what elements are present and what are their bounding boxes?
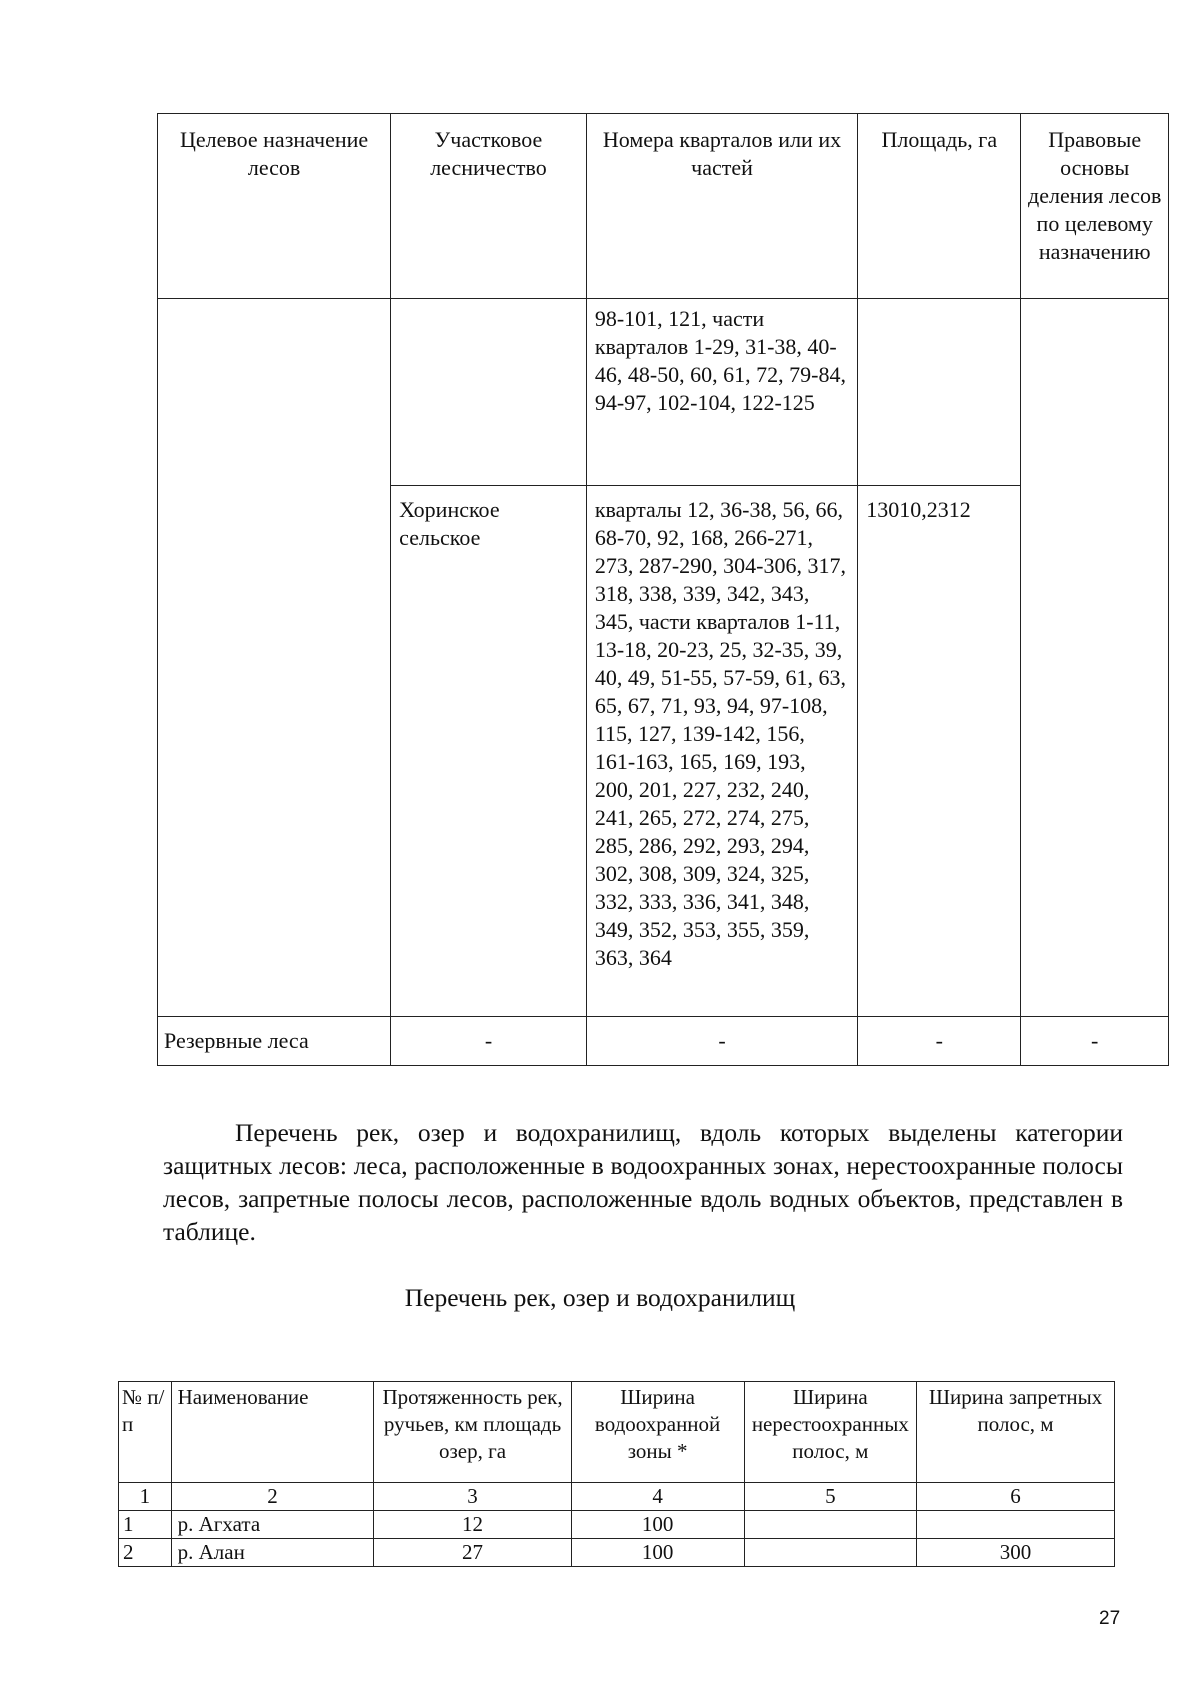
cell-area: 13010,2312 bbox=[858, 486, 1021, 1017]
cell-quarters: - bbox=[586, 1017, 857, 1066]
cell-quarters: кварталы 12, 36-38, 56, 66, 68-70, 92, 168, 266-271, 273, 287-290, 304-306, 317, 318, 338, 339, 342, 343, 345, части кварталов 1-11, 13-18, 20-23, 25, 32-35, 39, 40, 49, 51-55, 57-59, 61, 63, 65, 67, 71, 93, 94, 97-108, 115, 127, 139-142, 156, 161-163, 165, 169, 193, 200, 201, 227, 232, 240, 241, 265, 272, 274, 275, 285, 286, 292, 293, 294, 302, 308, 309, 324, 325, 332, 333, 336, 341, 348, 349, 352, 353, 355, 359, 363, 364 bbox=[586, 486, 857, 1017]
table-row bbox=[119, 1511, 1115, 1539]
cell-forbidden bbox=[917, 1511, 1115, 1539]
cell-number: 1 bbox=[119, 1511, 172, 1539]
cell-length: 12 bbox=[374, 1511, 571, 1539]
table-row bbox=[158, 299, 1169, 486]
col-number: 4 bbox=[571, 1483, 744, 1511]
header-number: № п/п bbox=[119, 1382, 172, 1483]
rivers-table bbox=[118, 1381, 1115, 1567]
table-header-row bbox=[119, 1382, 1115, 1483]
column-number-row bbox=[119, 1483, 1115, 1511]
cell-district-empty bbox=[391, 299, 587, 486]
header-water-zone-width: Ширина водоохранной зоны * bbox=[571, 1382, 744, 1483]
cell-spawning bbox=[744, 1539, 917, 1567]
cell-spawning bbox=[744, 1511, 917, 1539]
cell-length: 27 bbox=[374, 1539, 571, 1567]
cell-district: - bbox=[391, 1017, 587, 1066]
cell-water-zone: 100 bbox=[571, 1539, 744, 1567]
header-area: Площадь, га bbox=[858, 114, 1021, 299]
body-paragraph: Перечень рек, озер и водохранилищ, вдоль которых выделены категории защитных лесов: леса, расположенные в водоохранных зонах, нерестоохранные полосы лесов, запретные полосы лесов, расположенные вдоль водных объектов, представлен в таблице. bbox=[163, 1118, 1123, 1246]
header-name: Наименование bbox=[171, 1382, 374, 1483]
table-row bbox=[158, 1017, 1169, 1066]
header-spawning-width: Ширина нерестоохранных полос, м bbox=[744, 1382, 917, 1483]
header-legal-basis: Правовые основы деления лесов по целевому назначению bbox=[1021, 114, 1169, 299]
header-quarters: Номера кварталов или их частей bbox=[586, 114, 857, 299]
cell-legal-empty bbox=[1021, 299, 1169, 1017]
col-number: 5 bbox=[744, 1483, 917, 1511]
cell-quarters: 98-101, 121, части кварталов 1-29, 31-38, 40-46, 48-50, 60, 61, 72, 79-84, 94-97, 102-104, 122-125 bbox=[586, 299, 857, 486]
col-number: 6 bbox=[917, 1483, 1115, 1511]
cell-forbidden: 300 bbox=[917, 1539, 1115, 1567]
cell-legal-basis: - bbox=[1021, 1017, 1169, 1066]
table-header-row bbox=[158, 114, 1169, 299]
header-district: Участковое лесничество bbox=[391, 114, 587, 299]
cell-name: р. Агхата bbox=[171, 1511, 374, 1539]
col-number: 2 bbox=[171, 1483, 374, 1511]
cell-area: - bbox=[858, 1017, 1021, 1066]
col-number: 3 bbox=[374, 1483, 571, 1511]
table-row bbox=[119, 1539, 1115, 1567]
cell-purpose: Резервные леса bbox=[158, 1017, 391, 1066]
table-caption: Перечень рек, озер и водохранилищ bbox=[404, 1283, 796, 1312]
page-number: 27 bbox=[1099, 1608, 1121, 1629]
cell-number: 2 bbox=[119, 1539, 172, 1567]
cell-purpose-empty bbox=[158, 299, 391, 1017]
cell-name: р. Алан bbox=[171, 1539, 374, 1567]
cell-water-zone: 100 bbox=[571, 1511, 744, 1539]
header-length: Протяженность рек, ручьев, км площадь озер, га bbox=[374, 1382, 571, 1483]
header-purpose: Целевое назначение лесов bbox=[158, 114, 391, 299]
cell-area-empty bbox=[858, 299, 1021, 486]
header-forbidden-width: Ширина запретных полос, м bbox=[917, 1382, 1115, 1483]
col-number: 1 bbox=[119, 1483, 172, 1511]
cell-district: Хоринское сельское bbox=[391, 486, 587, 1017]
forest-purpose-table bbox=[157, 113, 1169, 1066]
